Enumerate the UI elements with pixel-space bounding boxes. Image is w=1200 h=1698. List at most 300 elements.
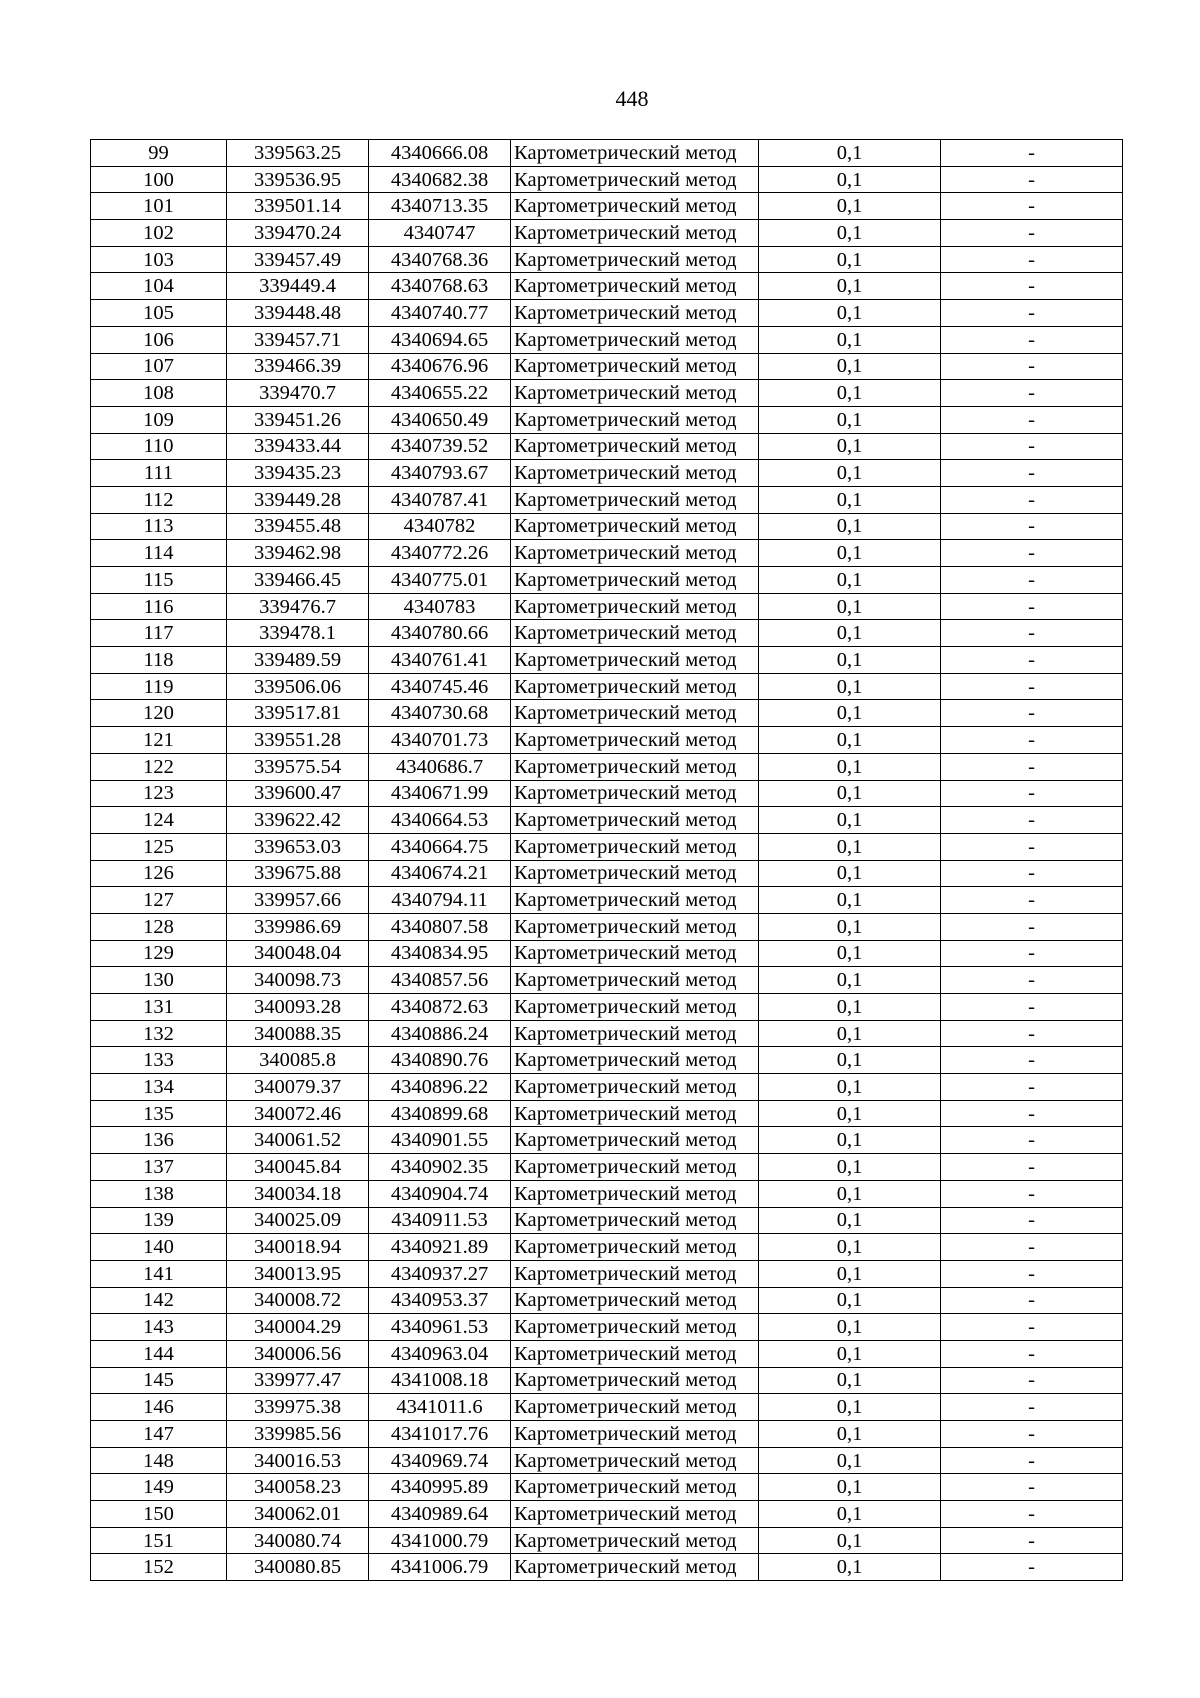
method-cell: Картометрический метод [511, 753, 759, 780]
note-cell: - [941, 273, 1123, 300]
note-cell: - [941, 246, 1123, 273]
method-cell: Картометрический метод [511, 406, 759, 433]
accuracy-cell: 0,1 [759, 967, 941, 994]
y-coordinate-cell: 4340953.37 [369, 1287, 511, 1314]
table-row [91, 753, 1123, 780]
method-cell: Картометрический метод [511, 486, 759, 513]
table-row [91, 780, 1123, 807]
accuracy-cell: 0,1 [759, 1501, 941, 1528]
x-coordinate-cell: 339489.59 [227, 647, 369, 674]
method-cell: Картометрический метод [511, 380, 759, 407]
y-coordinate-cell: 4340650.49 [369, 406, 511, 433]
note-cell: - [941, 326, 1123, 353]
accuracy-cell: 0,1 [759, 273, 941, 300]
note-cell: - [941, 887, 1123, 914]
accuracy-cell: 0,1 [759, 380, 941, 407]
x-coordinate-cell: 340045.84 [227, 1154, 369, 1181]
note-cell: - [941, 1554, 1123, 1581]
accuracy-cell: 0,1 [759, 326, 941, 353]
accuracy-cell: 0,1 [759, 647, 941, 674]
y-coordinate-cell: 4340730.68 [369, 700, 511, 727]
table-row [91, 1127, 1123, 1154]
coordinates-table-body [91, 140, 1123, 1581]
method-cell: Картометрический метод [511, 994, 759, 1021]
note-cell: - [941, 593, 1123, 620]
point-number-cell: 135 [91, 1100, 227, 1127]
note-cell: - [941, 1447, 1123, 1474]
point-number-cell: 126 [91, 860, 227, 887]
note-cell: - [941, 513, 1123, 540]
table-row [91, 1100, 1123, 1127]
note-cell: - [941, 780, 1123, 807]
table-row [91, 1260, 1123, 1287]
method-cell: Картометрический метод [511, 246, 759, 273]
x-coordinate-cell: 340080.74 [227, 1527, 369, 1554]
method-cell: Картометрический метод [511, 1180, 759, 1207]
note-cell: - [941, 1074, 1123, 1101]
accuracy-cell: 0,1 [759, 1527, 941, 1554]
x-coordinate-cell: 339600.47 [227, 780, 369, 807]
method-cell: Картометрический метод [511, 1207, 759, 1234]
table-row [91, 1020, 1123, 1047]
note-cell: - [941, 567, 1123, 594]
method-cell: Картометрический метод [511, 460, 759, 487]
point-number-cell: 148 [91, 1447, 227, 1474]
accuracy-cell: 0,1 [759, 140, 941, 167]
x-coordinate-cell: 339985.56 [227, 1421, 369, 1448]
point-number-cell: 149 [91, 1474, 227, 1501]
accuracy-cell: 0,1 [759, 1394, 941, 1421]
note-cell: - [941, 1207, 1123, 1234]
point-number-cell: 131 [91, 994, 227, 1021]
method-cell: Картометрический метод [511, 1554, 759, 1581]
x-coordinate-cell: 339457.71 [227, 326, 369, 353]
point-number-cell: 119 [91, 673, 227, 700]
point-number-cell: 108 [91, 380, 227, 407]
table-row [91, 567, 1123, 594]
table-row [91, 913, 1123, 940]
x-coordinate-cell: 340034.18 [227, 1180, 369, 1207]
x-coordinate-cell: 339501.14 [227, 193, 369, 220]
y-coordinate-cell: 4340911.53 [369, 1207, 511, 1234]
y-coordinate-cell: 4340872.63 [369, 994, 511, 1021]
accuracy-cell: 0,1 [759, 460, 941, 487]
point-number-cell: 127 [91, 887, 227, 914]
accuracy-cell: 0,1 [759, 1340, 941, 1367]
y-coordinate-cell: 4340701.73 [369, 727, 511, 754]
point-number-cell: 130 [91, 967, 227, 994]
table-row [91, 807, 1123, 834]
table-row [91, 1474, 1123, 1501]
note-cell: - [941, 1234, 1123, 1261]
table-row [91, 967, 1123, 994]
accuracy-cell: 0,1 [759, 1047, 941, 1074]
x-coordinate-cell: 340018.94 [227, 1234, 369, 1261]
note-cell: - [941, 1314, 1123, 1341]
note-cell: - [941, 1340, 1123, 1367]
table-row [91, 1207, 1123, 1234]
accuracy-cell: 0,1 [759, 353, 941, 380]
point-number-cell: 110 [91, 433, 227, 460]
point-number-cell: 152 [91, 1554, 227, 1581]
table-row [91, 433, 1123, 460]
accuracy-cell: 0,1 [759, 1447, 941, 1474]
point-number-cell: 122 [91, 753, 227, 780]
y-coordinate-cell: 4340666.08 [369, 140, 511, 167]
accuracy-cell: 0,1 [759, 1367, 941, 1394]
point-number-cell: 141 [91, 1260, 227, 1287]
x-coordinate-cell: 339466.39 [227, 353, 369, 380]
y-coordinate-cell: 4340896.22 [369, 1074, 511, 1101]
y-coordinate-cell: 4340969.74 [369, 1447, 511, 1474]
y-coordinate-cell: 4340783 [369, 593, 511, 620]
accuracy-cell: 0,1 [759, 193, 941, 220]
table-row [91, 406, 1123, 433]
note-cell: - [941, 406, 1123, 433]
accuracy-cell: 0,1 [759, 513, 941, 540]
y-coordinate-cell: 4341008.18 [369, 1367, 511, 1394]
note-cell: - [941, 433, 1123, 460]
y-coordinate-cell: 4340674.21 [369, 860, 511, 887]
x-coordinate-cell: 339448.48 [227, 300, 369, 327]
table-row [91, 246, 1123, 273]
y-coordinate-cell: 4340890.76 [369, 1047, 511, 1074]
y-coordinate-cell: 4340961.53 [369, 1314, 511, 1341]
x-coordinate-cell: 339563.25 [227, 140, 369, 167]
table-row [91, 1047, 1123, 1074]
x-coordinate-cell: 340062.01 [227, 1501, 369, 1528]
x-coordinate-cell: 339517.81 [227, 700, 369, 727]
note-cell: - [941, 753, 1123, 780]
table-row [91, 833, 1123, 860]
method-cell: Картометрический метод [511, 220, 759, 247]
y-coordinate-cell: 4340793.67 [369, 460, 511, 487]
accuracy-cell: 0,1 [759, 1020, 941, 1047]
method-cell: Картометрический метод [511, 353, 759, 380]
accuracy-cell: 0,1 [759, 1074, 941, 1101]
x-coordinate-cell: 340085.8 [227, 1047, 369, 1074]
y-coordinate-cell: 4340921.89 [369, 1234, 511, 1261]
method-cell: Картометрический метод [511, 140, 759, 167]
accuracy-cell: 0,1 [759, 406, 941, 433]
accuracy-cell: 0,1 [759, 1207, 941, 1234]
method-cell: Картометрический метод [511, 1340, 759, 1367]
x-coordinate-cell: 339957.66 [227, 887, 369, 914]
table-row [91, 486, 1123, 513]
y-coordinate-cell: 4340780.66 [369, 620, 511, 647]
method-cell: Картометрический метод [511, 1020, 759, 1047]
x-coordinate-cell: 340058.23 [227, 1474, 369, 1501]
table-row [91, 300, 1123, 327]
note-cell: - [941, 380, 1123, 407]
y-coordinate-cell: 4340686.7 [369, 753, 511, 780]
note-cell: - [941, 860, 1123, 887]
note-cell: - [941, 1127, 1123, 1154]
method-cell: Картометрический метод [511, 780, 759, 807]
y-coordinate-cell: 4340989.64 [369, 1501, 511, 1528]
table-row [91, 1287, 1123, 1314]
note-cell: - [941, 166, 1123, 193]
accuracy-cell: 0,1 [759, 940, 941, 967]
table-row [91, 1074, 1123, 1101]
accuracy-cell: 0,1 [759, 807, 941, 834]
note-cell: - [941, 193, 1123, 220]
point-number-cell: 109 [91, 406, 227, 433]
accuracy-cell: 0,1 [759, 300, 941, 327]
method-cell: Картометрический метод [511, 593, 759, 620]
table-row [91, 193, 1123, 220]
point-number-cell: 140 [91, 1234, 227, 1261]
method-cell: Картометрический метод [511, 913, 759, 940]
point-number-cell: 128 [91, 913, 227, 940]
point-number-cell: 125 [91, 833, 227, 860]
method-cell: Картометрический метод [511, 193, 759, 220]
method-cell: Картометрический метод [511, 1474, 759, 1501]
x-coordinate-cell: 339575.54 [227, 753, 369, 780]
y-coordinate-cell: 4340904.74 [369, 1180, 511, 1207]
y-coordinate-cell: 4340857.56 [369, 967, 511, 994]
x-coordinate-cell: 339476.7 [227, 593, 369, 620]
y-coordinate-cell: 4340768.36 [369, 246, 511, 273]
y-coordinate-cell: 4341011.6 [369, 1394, 511, 1421]
note-cell: - [941, 994, 1123, 1021]
method-cell: Картометрический метод [511, 673, 759, 700]
note-cell: - [941, 967, 1123, 994]
accuracy-cell: 0,1 [759, 1127, 941, 1154]
accuracy-cell: 0,1 [759, 1314, 941, 1341]
y-coordinate-cell: 4340655.22 [369, 380, 511, 407]
note-cell: - [941, 220, 1123, 247]
y-coordinate-cell: 4340899.68 [369, 1100, 511, 1127]
point-number-cell: 145 [91, 1367, 227, 1394]
note-cell: - [941, 1100, 1123, 1127]
accuracy-cell: 0,1 [759, 780, 941, 807]
y-coordinate-cell: 4340807.58 [369, 913, 511, 940]
accuracy-cell: 0,1 [759, 593, 941, 620]
y-coordinate-cell: 4341017.76 [369, 1421, 511, 1448]
x-coordinate-cell: 340072.46 [227, 1100, 369, 1127]
method-cell: Картометрический метод [511, 940, 759, 967]
table-row [91, 380, 1123, 407]
x-coordinate-cell: 340048.04 [227, 940, 369, 967]
x-coordinate-cell: 339433.44 [227, 433, 369, 460]
point-number-cell: 105 [91, 300, 227, 327]
method-cell: Картометрический метод [511, 1421, 759, 1448]
x-coordinate-cell: 339470.7 [227, 380, 369, 407]
y-coordinate-cell: 4340747 [369, 220, 511, 247]
point-number-cell: 118 [91, 647, 227, 674]
accuracy-cell: 0,1 [759, 860, 941, 887]
method-cell: Картометрический метод [511, 1527, 759, 1554]
y-coordinate-cell: 4340745.46 [369, 673, 511, 700]
x-coordinate-cell: 339462.98 [227, 540, 369, 567]
y-coordinate-cell: 4340676.96 [369, 353, 511, 380]
method-cell: Картометрический метод [511, 166, 759, 193]
table-row [91, 994, 1123, 1021]
table-row [91, 727, 1123, 754]
point-number-cell: 120 [91, 700, 227, 727]
note-cell: - [941, 140, 1123, 167]
accuracy-cell: 0,1 [759, 220, 941, 247]
accuracy-cell: 0,1 [759, 887, 941, 914]
table-row [91, 1394, 1123, 1421]
method-cell: Картометрический метод [511, 300, 759, 327]
x-coordinate-cell: 339466.45 [227, 567, 369, 594]
point-number-cell: 133 [91, 1047, 227, 1074]
table-row [91, 353, 1123, 380]
table-row [91, 860, 1123, 887]
accuracy-cell: 0,1 [759, 1421, 941, 1448]
table-row [91, 460, 1123, 487]
method-cell: Картометрический метод [511, 833, 759, 860]
table-row [91, 647, 1123, 674]
y-coordinate-cell: 4340886.24 [369, 1020, 511, 1047]
table-row [91, 1180, 1123, 1207]
point-number-cell: 139 [91, 1207, 227, 1234]
method-cell: Картометрический метод [511, 1367, 759, 1394]
accuracy-cell: 0,1 [759, 486, 941, 513]
y-coordinate-cell: 4340787.41 [369, 486, 511, 513]
point-number-cell: 121 [91, 727, 227, 754]
note-cell: - [941, 727, 1123, 754]
x-coordinate-cell: 339478.1 [227, 620, 369, 647]
point-number-cell: 150 [91, 1501, 227, 1528]
point-number-cell: 115 [91, 567, 227, 594]
accuracy-cell: 0,1 [759, 1154, 941, 1181]
y-coordinate-cell: 4340664.53 [369, 807, 511, 834]
accuracy-cell: 0,1 [759, 1100, 941, 1127]
accuracy-cell: 0,1 [759, 727, 941, 754]
accuracy-cell: 0,1 [759, 1180, 941, 1207]
table-row [91, 700, 1123, 727]
method-cell: Картометрический метод [511, 567, 759, 594]
table-row [91, 140, 1123, 167]
method-cell: Картометрический метод [511, 887, 759, 914]
point-number-cell: 107 [91, 353, 227, 380]
point-number-cell: 129 [91, 940, 227, 967]
y-coordinate-cell: 4340775.01 [369, 567, 511, 594]
table-row [91, 273, 1123, 300]
method-cell: Картометрический метод [511, 1154, 759, 1181]
y-coordinate-cell: 4340902.35 [369, 1154, 511, 1181]
x-coordinate-cell: 339653.03 [227, 833, 369, 860]
note-cell: - [941, 1047, 1123, 1074]
x-coordinate-cell: 340016.53 [227, 1447, 369, 1474]
y-coordinate-cell: 4340772.26 [369, 540, 511, 567]
y-coordinate-cell: 4341006.79 [369, 1554, 511, 1581]
method-cell: Картометрический метод [511, 273, 759, 300]
method-cell: Картометрический метод [511, 540, 759, 567]
point-number-cell: 113 [91, 513, 227, 540]
point-number-cell: 144 [91, 1340, 227, 1367]
note-cell: - [941, 833, 1123, 860]
table-row [91, 1234, 1123, 1261]
method-cell: Картометрический метод [511, 807, 759, 834]
x-coordinate-cell: 339457.49 [227, 246, 369, 273]
table-row [91, 673, 1123, 700]
x-coordinate-cell: 339986.69 [227, 913, 369, 940]
y-coordinate-cell: 4340794.11 [369, 887, 511, 914]
note-cell: - [941, 486, 1123, 513]
note-cell: - [941, 647, 1123, 674]
x-coordinate-cell: 339622.42 [227, 807, 369, 834]
y-coordinate-cell: 4340713.35 [369, 193, 511, 220]
point-number-cell: 112 [91, 486, 227, 513]
note-cell: - [941, 673, 1123, 700]
coordinates-table [90, 139, 1123, 1581]
point-number-cell: 101 [91, 193, 227, 220]
method-cell: Картометрический метод [511, 967, 759, 994]
table-row [91, 887, 1123, 914]
y-coordinate-cell: 4340739.52 [369, 433, 511, 460]
table-row [91, 1314, 1123, 1341]
note-cell: - [941, 1367, 1123, 1394]
method-cell: Картометрический метод [511, 1127, 759, 1154]
note-cell: - [941, 1394, 1123, 1421]
note-cell: - [941, 300, 1123, 327]
point-number-cell: 124 [91, 807, 227, 834]
x-coordinate-cell: 340008.72 [227, 1287, 369, 1314]
note-cell: - [941, 1020, 1123, 1047]
table-row [91, 326, 1123, 353]
method-cell: Картометрический метод [511, 647, 759, 674]
point-number-cell: 99 [91, 140, 227, 167]
y-coordinate-cell: 4340682.38 [369, 166, 511, 193]
x-coordinate-cell: 340098.73 [227, 967, 369, 994]
table-row [91, 940, 1123, 967]
point-number-cell: 143 [91, 1314, 227, 1341]
table-row [91, 540, 1123, 567]
table-row [91, 1340, 1123, 1367]
table-row [91, 1421, 1123, 1448]
y-coordinate-cell: 4340995.89 [369, 1474, 511, 1501]
point-number-cell: 146 [91, 1394, 227, 1421]
x-coordinate-cell: 340093.28 [227, 994, 369, 1021]
y-coordinate-cell: 4340782 [369, 513, 511, 540]
point-number-cell: 117 [91, 620, 227, 647]
note-cell: - [941, 1501, 1123, 1528]
note-cell: - [941, 807, 1123, 834]
y-coordinate-cell: 4340963.04 [369, 1340, 511, 1367]
x-coordinate-cell: 340013.95 [227, 1260, 369, 1287]
method-cell: Картометрический метод [511, 1394, 759, 1421]
note-cell: - [941, 1260, 1123, 1287]
y-coordinate-cell: 4341000.79 [369, 1527, 511, 1554]
point-number-cell: 114 [91, 540, 227, 567]
accuracy-cell: 0,1 [759, 673, 941, 700]
accuracy-cell: 0,1 [759, 166, 941, 193]
accuracy-cell: 0,1 [759, 433, 941, 460]
y-coordinate-cell: 4340761.41 [369, 647, 511, 674]
table-row [91, 593, 1123, 620]
note-cell: - [941, 1421, 1123, 1448]
note-cell: - [941, 700, 1123, 727]
method-cell: Картометрический метод [511, 1447, 759, 1474]
y-coordinate-cell: 4340740.77 [369, 300, 511, 327]
table-row [91, 220, 1123, 247]
method-cell: Картометрический метод [511, 1287, 759, 1314]
point-number-cell: 151 [91, 1527, 227, 1554]
page-number: 448 [615, 86, 649, 111]
point-number-cell: 138 [91, 1180, 227, 1207]
accuracy-cell: 0,1 [759, 1287, 941, 1314]
accuracy-cell: 0,1 [759, 700, 941, 727]
accuracy-cell: 0,1 [759, 1474, 941, 1501]
x-coordinate-cell: 339551.28 [227, 727, 369, 754]
method-cell: Картометрический метод [511, 433, 759, 460]
note-cell: - [941, 913, 1123, 940]
accuracy-cell: 0,1 [759, 994, 941, 1021]
